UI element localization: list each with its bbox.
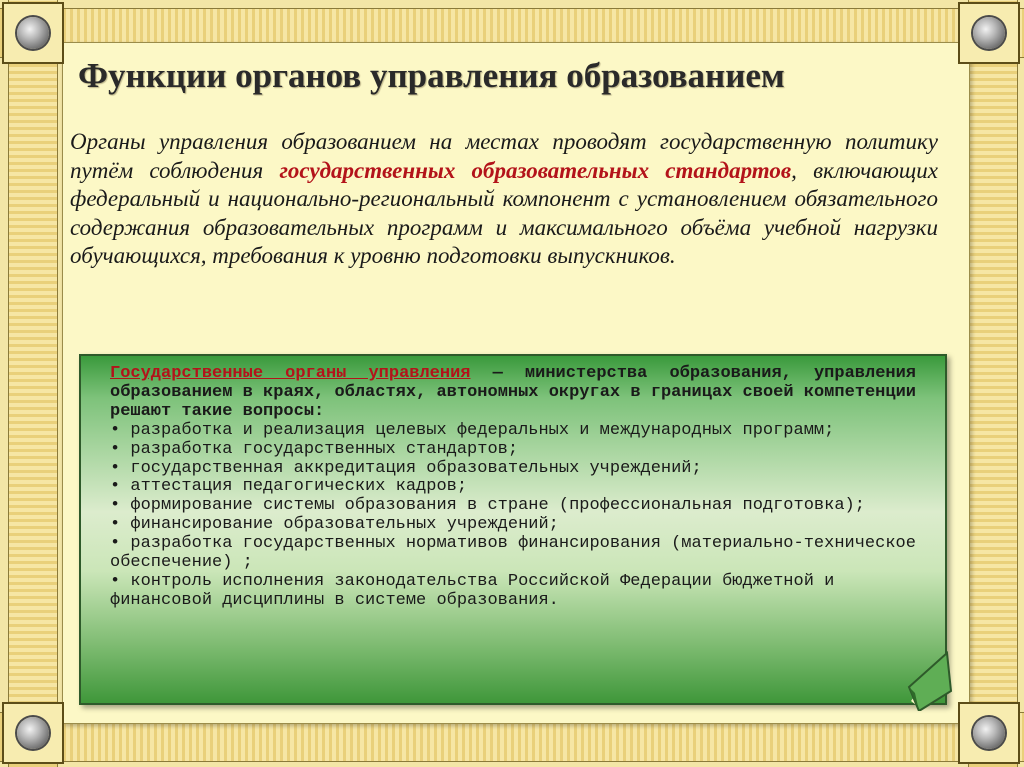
paragraph-highlight: государственных образовательных стандартов — [279, 157, 792, 183]
list-item: • разработка государственных нормативов финансирования (материально-техническое обеспечение) ; — [110, 534, 916, 573]
list-item: • аттестация педагогических кадров; — [110, 477, 468, 497]
list-item: • разработка государственных стандартов; — [110, 439, 519, 459]
corner-top-right — [958, 2, 1020, 64]
corner-top-left — [2, 2, 64, 64]
page-title: Функции органов управления образованием — [78, 56, 785, 95]
knob-icon — [17, 17, 49, 49]
right-frame-bar — [968, 0, 1018, 767]
paragraph-text: , включающих федеральный и национально-региональный компонент с установлением обязательного содержания образовательных программ и максимального объёма учебной нагрузки обучающихся, требования к уровню подготовки выпускников. — [70, 157, 938, 268]
paragraph-text: Органы управления образованием на местах проводят государственную политику путём соблюдения — [70, 129, 938, 183]
list-item: • контроль исполнения законодательства Российской Федерации бюджетной и финансовой дисциплины в системе образования. — [110, 571, 835, 610]
knob-icon — [17, 717, 49, 749]
intro-paragraph — [70, 128, 938, 271]
list-item: • формирование системы образования в стране (профессиональная подготовка); — [110, 496, 865, 516]
list-item: • разработка и реализация целевых федеральных и международных программ; — [110, 420, 835, 440]
knob-icon — [973, 17, 1005, 49]
card-text — [110, 365, 916, 611]
card-lead-highlight: Государственные органы управления — [110, 364, 471, 383]
knob-icon — [973, 717, 1005, 749]
page-curl-icon — [901, 651, 957, 711]
corner-bottom-right — [958, 702, 1020, 764]
list-item: • финансирование образовательных учреждений; — [110, 515, 559, 535]
list-item: • государственная аккредитация образовательных учреждений; — [110, 458, 702, 478]
left-frame-bar — [8, 0, 58, 767]
corner-bottom-left — [2, 702, 64, 764]
card-lead-rest: — министерства образования, управления образованием в краях, областях, автономных округах в границах своей компетенции решают такие вопросы: — [110, 364, 916, 421]
card-lead — [110, 365, 916, 422]
